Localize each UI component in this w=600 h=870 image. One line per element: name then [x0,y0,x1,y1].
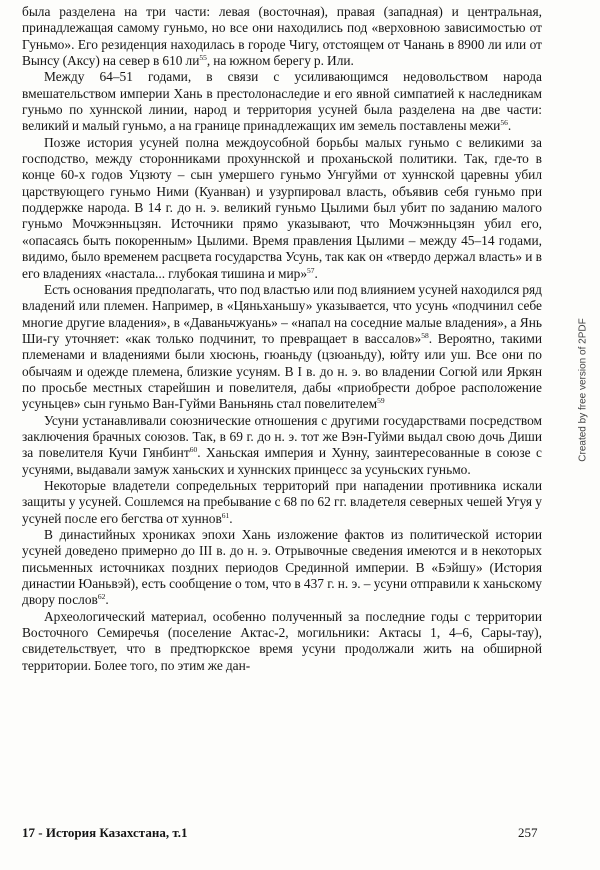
page-text [22,4,542,674]
footnote-ref: 55 [199,53,207,63]
paragraph-7: В династийных хрониках эпохи Хань изложение фактов из политической истории усуней доведено примерно до III в. до н. э. Отрывочные сведения имеются и в некоторых письменных источниках поздних периодов Срединной империи. В «Бэйшу» (История династии Юаньвэй), есть сообщение о том, что в 437 г. н. э. – усуни отправили к ханьскому двору послов$^{62}$. [22,527,542,608]
footnote-ref: 61 [221,510,230,520]
footnote-ref: 58 [421,330,429,340]
paragraph-3: Позже история усуней полна междоусобной борьбы малых гуньмо с великими за господство, между сторонниками прохуннской и проханьской политики. Так, где-то в конце 60-х годов Уцзюту – сын умершего гуньмо Унгуйми от хуннской царевны убил царствующего гуньмо Ними (Куанван) и узурпировал власть, объявив себя гуньмо при поддержке народа. В 14 г. до н. э. великий гуньмо Цылими был убит по заданию малого гуньмо Мочжэнньцзян. Источники прямо указывают, что Мочжэнньцзян убил его, «опасаясь быть покоренным» Цылими. Время правления Цылими – между 45–14 годами, видимо, было временем расцвета государства Усунь, так как он «твердо держал власть» и в его владениях «настала... глубокая тишина и мир»$^{57}$. [22,134,542,281]
footnote-ref: 60 [189,445,198,455]
paragraph-2: Между 64–51 годами, в связи с усиливающимся недовольством народа вмешательством империи Хань в престолонаследие и его явной симпатией к наследникам гуньмо по хуннской линии, народ и территория усуней была разделена на две части: великий и малый гуньмо, а на границе принадлежащих им земель поставлены межи$^{56}$. [22,69,542,134]
paragraph-8: Археологический материал, особенно полученный за последние годы с территории Восточного Семиречья (поселение Актас-2, могильники: Актасы 1, 4–6, Сары-тау), свидетельствует, что в предтюркское время усуни продолжали жить на обширной территории. Более того, по этим же дан- [22,608,542,673]
footnote-ref: 57 [307,265,315,275]
footnote-ref: 62 [97,592,106,602]
paragraph-4: Есть основания предполагать, что под властью или под влиянием усуней находился ряд владений или племен. Например, в «Цяньханьшу» указывается, что усунь «подчинил себе многие другие владения», в «Даваньчжуань» – «напал на соседние малые владения», а Янь Ши-гу уточняет: «как только подчинит, то превращает в вассалов»$^{58}$. Вероятно, такими племенами и владениями были хюсюнь, гюаньду (цзюаньду), юйту или уш. Все они по обычаям и одежде племена, близкие усуням. В I в. до н. э. во владении Согюй или Яркян по просьбе местных старейшин и повелителя, дабы «приобрести доброе расположение усуньцев» сын гуньмо Ван-Гуйми Ваньнянь стал повелителем$^{59}$ [22,281,542,412]
footnote-ref: 59 [377,396,385,406]
footer-title: 17 - История Казахстана, т.1 [22,825,188,840]
paragraph-1: была разделена на три части: левая (восточная), правая (западная) и центральная, принадлежащая самому гуньмо, но все они находились под «верховною зависимостью от Гуньмо». Его резиденция находилась в городе Чигу, отстоящем от Чанань в 8900 ли или от Вынсу (Аксу) на север в 610 $ли^{55}$, на южном берегу р. Или. [22,4,542,69]
page-number: 257 [518,825,538,840]
watermark: Created by free version of 2PDF [577,318,589,462]
paragraph-6: Некоторые владетели сопредельных территорий при нападении противника искали защиты у усуней. Сошлемся на пребывание с 68 по 62 гг. владетеля северных чешей Угуя у усуней после его бегства от хуннов$^{61}$. [22,477,542,526]
paragraph-5: Усуни устанавливали союзнические отношения с другими государствами посредством заключения брачных союзов. Так, в 69 г. до н. э. тот же Вэн-Гуйми выдал свою дочь Диши за повелителя Кучи Гянбинт$^{60}$. Ханьская империя и Хунну, заинтересованные в союзе с усунями, выдавали замуж ханьских и хуннских принцесс за усуньских гуньмо. [22,412,542,477]
footnote-ref: 56 [500,118,508,128]
